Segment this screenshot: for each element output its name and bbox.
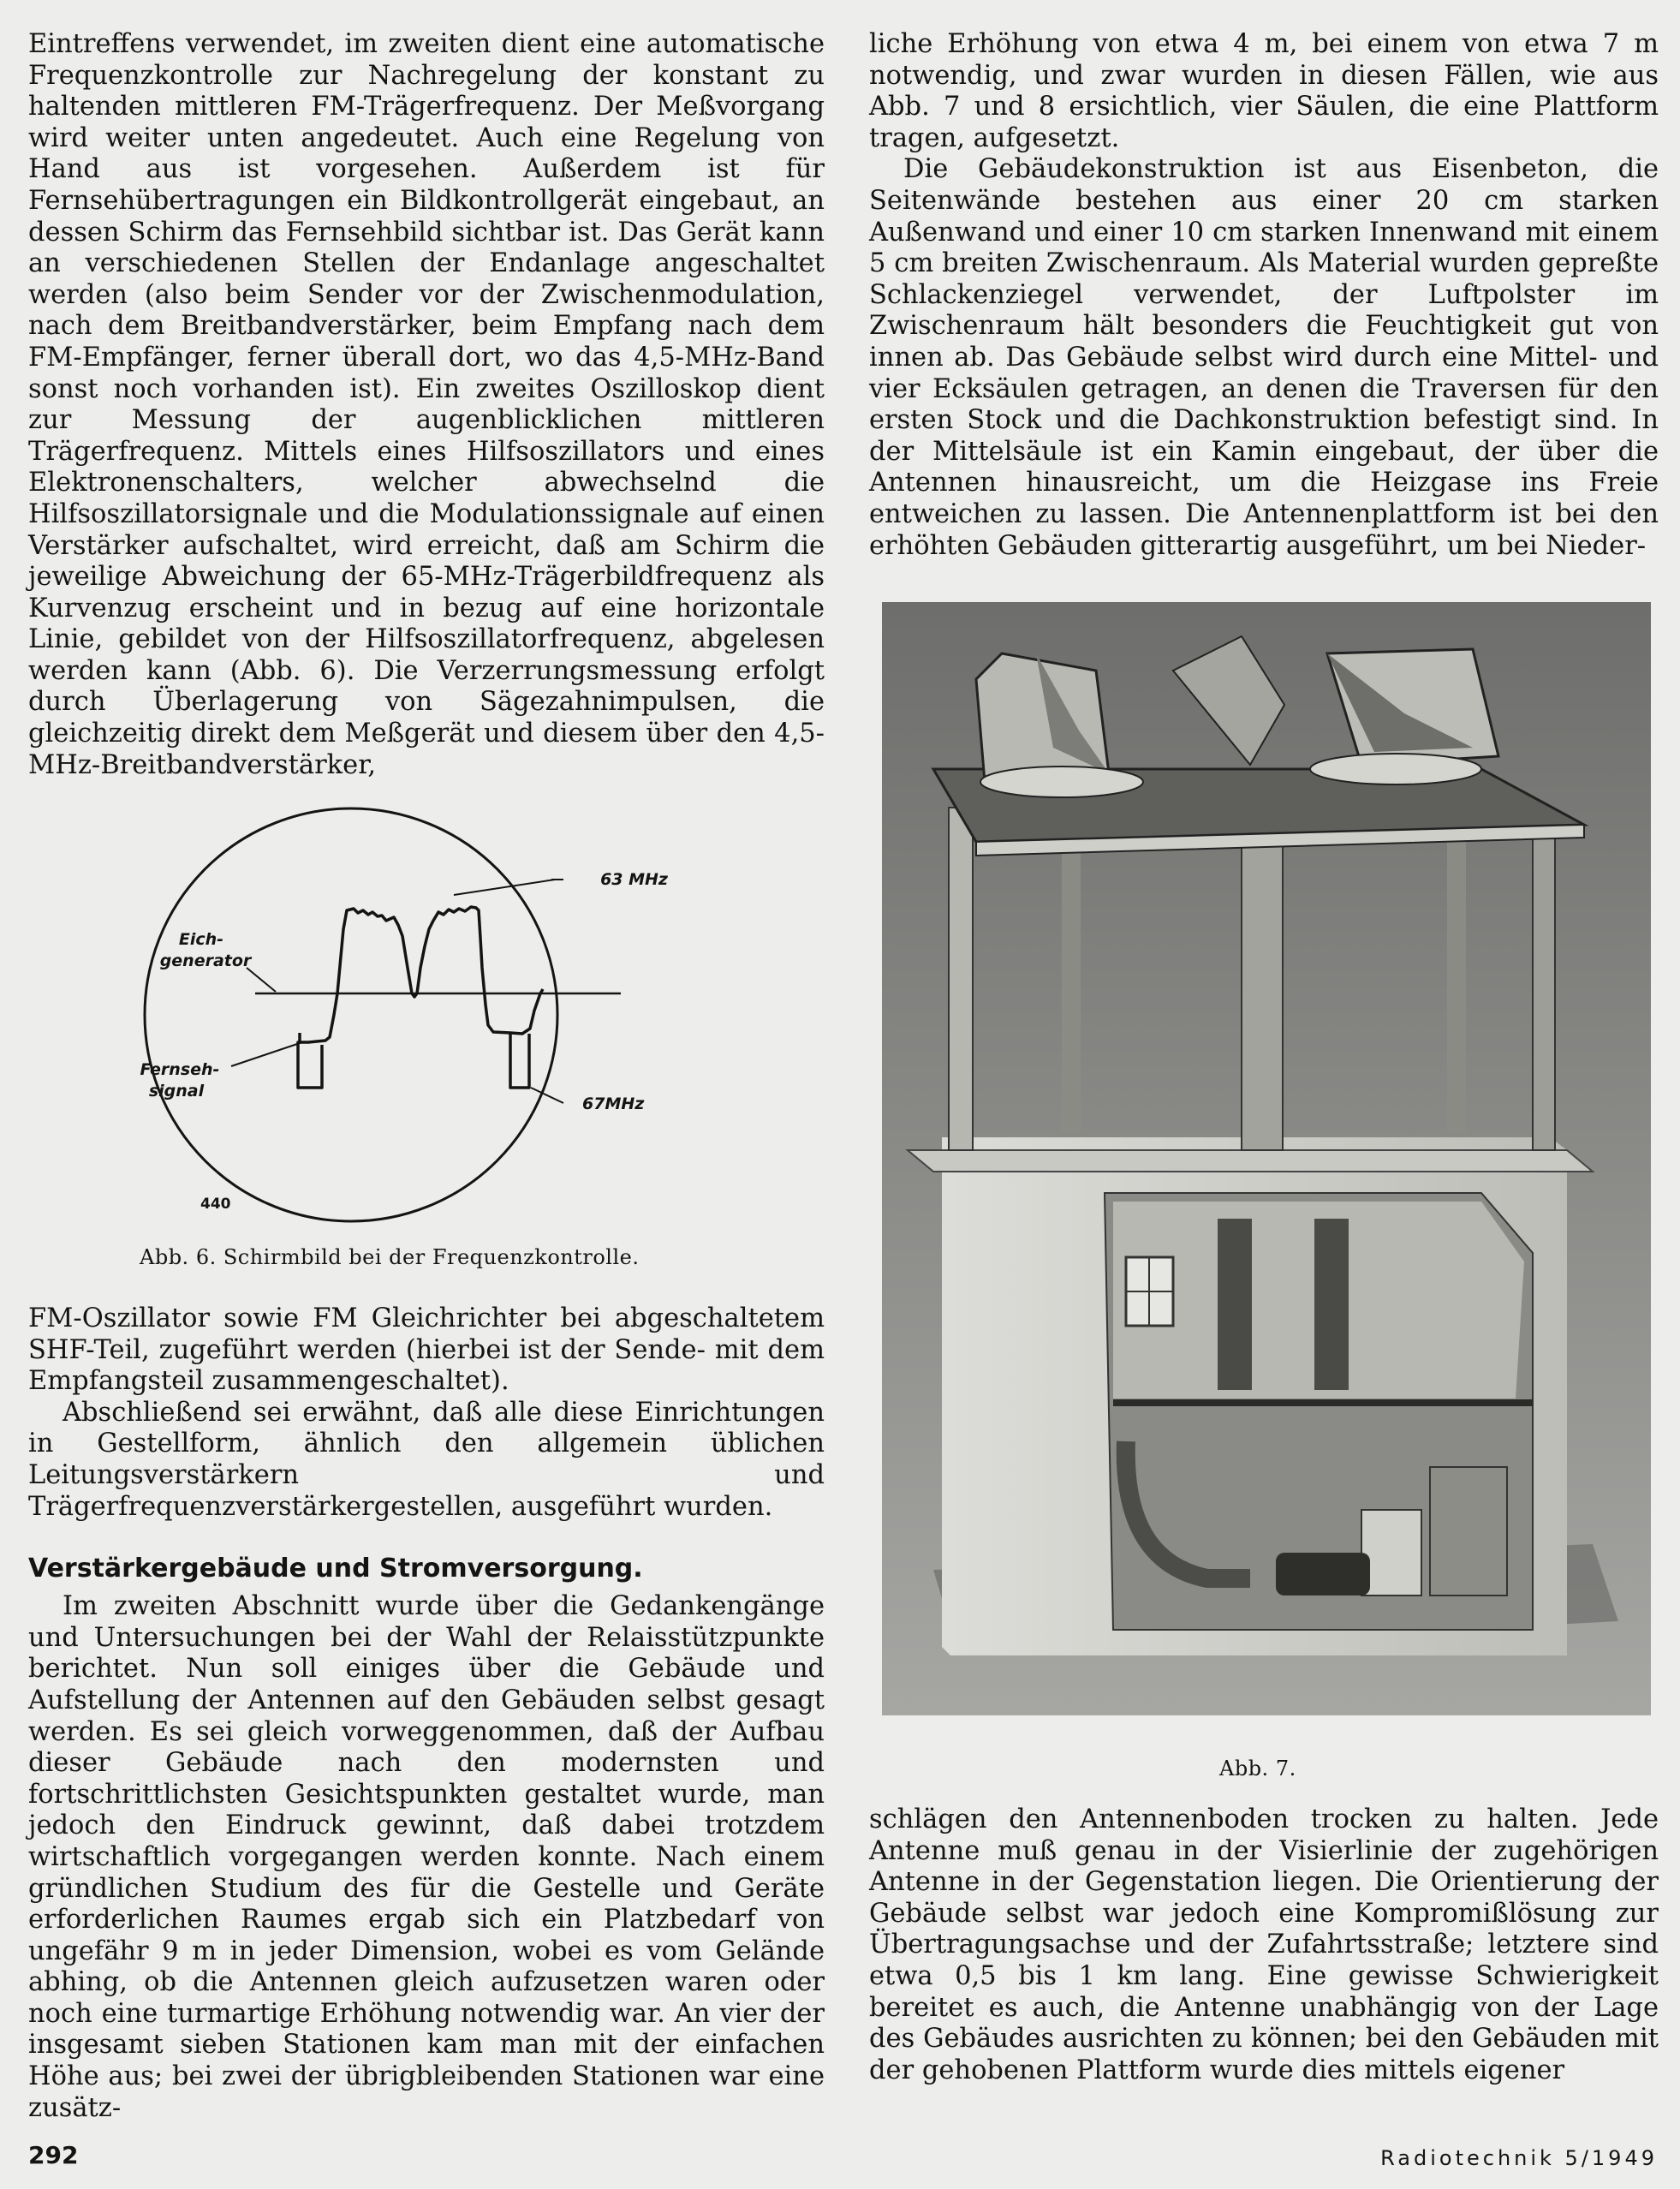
paragraph: liche Erhöhung von etwa 4 m, bei einem von etwa 7 m notwendig, und zwar wurden in diesen Fällen, wie aus Abb. 7 und 8 ersichtlich, vier Säulen, die eine Plattform tragen, aufgesetzt. [869, 29, 1659, 153]
antenna-base [1310, 754, 1481, 784]
paragraph: Im zweiten Abschnitt wurde über die Gedankengänge und Untersuchungen bei der Wahl der Relaisstützpunkte berichtet. Nun soll einiges über die Gebäude und Aufstellung der Antennen auf den Gebäuden selbst gesagt werden. Es sei gleich vorweggenommen, daß der Aufbau dieser Gebäude nach den modernsten und fortschrittlichsten Gesichtspunkten gestaltet wurde, man jedoch den Eindruck gewinnt, daß dabei trotzdem wirtschaftlich vorgegangen werden konnte. Nach einem gründlichen Studium des für die Gestelle und Geräte erforderlichen Raumes ergab sich ein Platzbedarf von ungefähr 9 m in jeder Dimension, wobei es vom Gelände abhing, ob die Antennen gleich aufzusetzen waren oder noch eine turmartige Erhöhung notwendig war. An vier der insgesamt sieben Stationen kam man mit der einfachen Höhe aus; bei zwei der übrigbleibenden Stationen war eine zusätz- [28, 1591, 825, 2123]
signal-curve [300, 907, 543, 1042]
platform-pillar [1062, 825, 1081, 1133]
paragraph: schlägen den Antennenboden trocken zu halten. Jede Antenne muß genau in der Visierlinie der zugehörigen Antenne in der Gegenstation liegen. Die Orientierung der Gebäude selbst war jedoch eine Kompromißlösung zur Übertragungsachse und der Zufahrtsstraße; letztere sind etwa 0,5 bis 1 km lang. Eine gewisse Schwierigkeit bereitet es auch, die Antenne unabhängig von der Lage des Gebäudes ausrichten zu können; bei den Gebäuden mit der gehobenen Plattform wurde dies mittels eigener [869, 1804, 1659, 2085]
figure-number: 440 [200, 1196, 231, 1213]
paragraph: Die Gebäudekonstruktion ist aus Eisenbeton, die Seitenwände bestehen aus einer 20 cm starken Außenwand und einer 10 cm starken Innenwand mit einem 5 cm breiten Zwischenraum. Als Material wurden gepreßte Schlackenziegel verwendet, der Luftpolster im Zwischenraum hält besonders die Feuchtigkeit gut von innen ab. Das Gebäude selbst wird durch eine Mittel- und vier Ecksäulen getragen, an denen die Traversen für den ersten Stock und die Dachkonstruktion befestigt sind. In der Mittelsäule ist ein Kamin eingebaut, der über die Antennen hinausreicht, um die Heizgase ins Freie entweichen zu lassen. Die Antennenplattform ist bei den erhöhten Gebäuden gitterartig ausgeführt, um bei Nieder- [869, 154, 1659, 561]
platform-pillar [1447, 825, 1466, 1133]
page-number: 292 [28, 2141, 79, 2169]
right-column-bottom [869, 1804, 1659, 2086]
journal-reference: Radiotechnik 5/1949 [1380, 2146, 1658, 2170]
label-67mhz: 67MHz [582, 1094, 645, 1113]
label-fernseh: Fernseh- [140, 1060, 220, 1079]
equipment-cabinet [1361, 1510, 1421, 1596]
section-heading: Verstärkergebäude und Stromversorgung. [28, 1554, 643, 1584]
screen-circle [145, 808, 557, 1221]
signal-pulse-left [298, 1042, 322, 1088]
paragraph: Abschließend sei erwähnt, daß alle diese Einrichtungen in Gestellform, ähnlich den allgemein üblichen Leitungsverstärkern und Trägerfrequenzverstärkergestellen, ausgeführt wurden. [28, 1397, 825, 1522]
paragraph: FM-Oszillator sowie FM Gleichrichter bei abgeschaltetem SHF-Teil, zugeführt werden (hierbei ist der Sende- mit dem Empfangsteil zusammengeschaltet). [28, 1303, 825, 1397]
leader-fernsehsignal [231, 1042, 302, 1066]
label-63mhz: 63 MHz [600, 870, 668, 889]
left-column-bottom [28, 1303, 825, 2124]
equipment-rack [1314, 1219, 1349, 1390]
label-generator: generator [159, 951, 252, 970]
figure-7-caption: Abb. 7. [1219, 1757, 1296, 1780]
paragraph: Eintreffens verwendet, im zweiten dient eine automatische Frequenzkontrolle zur Nachregelung der konstant zu haltenden mittleren FM-Trägerfrequenz. Der Meßvorgang wird weiter unten angedeutet. Auch eine Regelung von Hand aus ist vorgesehen. Außerdem ist für Fernsehübertragungen ein Bildkontrollgerät eingebaut, an dessen Schirm das Fernsehbild sichtbar ist. Das Gerät kann an verschiedenen Stellen der Endanlage angeschaltet werden (also beim Sender vor der Zwischenmodulation, nach dem Breitbandverstärker, beim Empfang nach dem FM-Empfänger, ferner überall dort, wo das 4,5-MHz-Band sonst noch vorhanden ist). Ein zweites Oszilloskop dient zur Messung der augenblicklichen mittleren Trägerfrequenz. Mittels eines Hilfsoszillators und eines Elektronenschalters, welcher abwechselnd die Hilfsoszillatorsignale und die Modulationssignale auf einen Verstärker aufschaltet, wird erreicht, daß am Schirm die jeweilige Abweichung der 65-MHz-Trägerbildfrequenz als Kurvenzug erscheint und in bezug auf eine horizontale Linie, gebildet von der Hilfsoszillatorfrequenz, abgelesen werden kann (Abb. 6). Die Verzerrungsmessung erfolgt durch Überlagerung von Sägezahnimpulsen, die gleichzeitig direkt dem Meßgerät und diesem über den 4,5-MHz-Breitbandverstärker, [28, 29, 825, 780]
signal-pulse-right [510, 1033, 529, 1088]
label-signal: signal [148, 1082, 205, 1100]
building-floor-slab [908, 1150, 1593, 1172]
left-column-top [28, 29, 825, 781]
label-eich: Eich- [178, 930, 224, 949]
figure-6-oscilloscope-diagram [94, 784, 745, 1229]
generator-machine [1276, 1553, 1370, 1596]
platform-pillar [949, 808, 973, 1150]
right-column-top [869, 29, 1659, 562]
leader-63mhz-to-curve [454, 880, 555, 895]
equipment-rack [1218, 1219, 1252, 1390]
platform-pillar [1533, 816, 1555, 1150]
figure-7-relay-building-illustration [882, 602, 1651, 1715]
leader-eichgenerator [247, 968, 276, 992]
leader-67mhz-to-curve [531, 1088, 563, 1103]
figure-6-caption: Abb. 6. Schirmbild bei der Frequenzkontrolle. [140, 1245, 640, 1269]
antenna-base [980, 766, 1143, 797]
equipment-cabinet [1430, 1467, 1507, 1596]
